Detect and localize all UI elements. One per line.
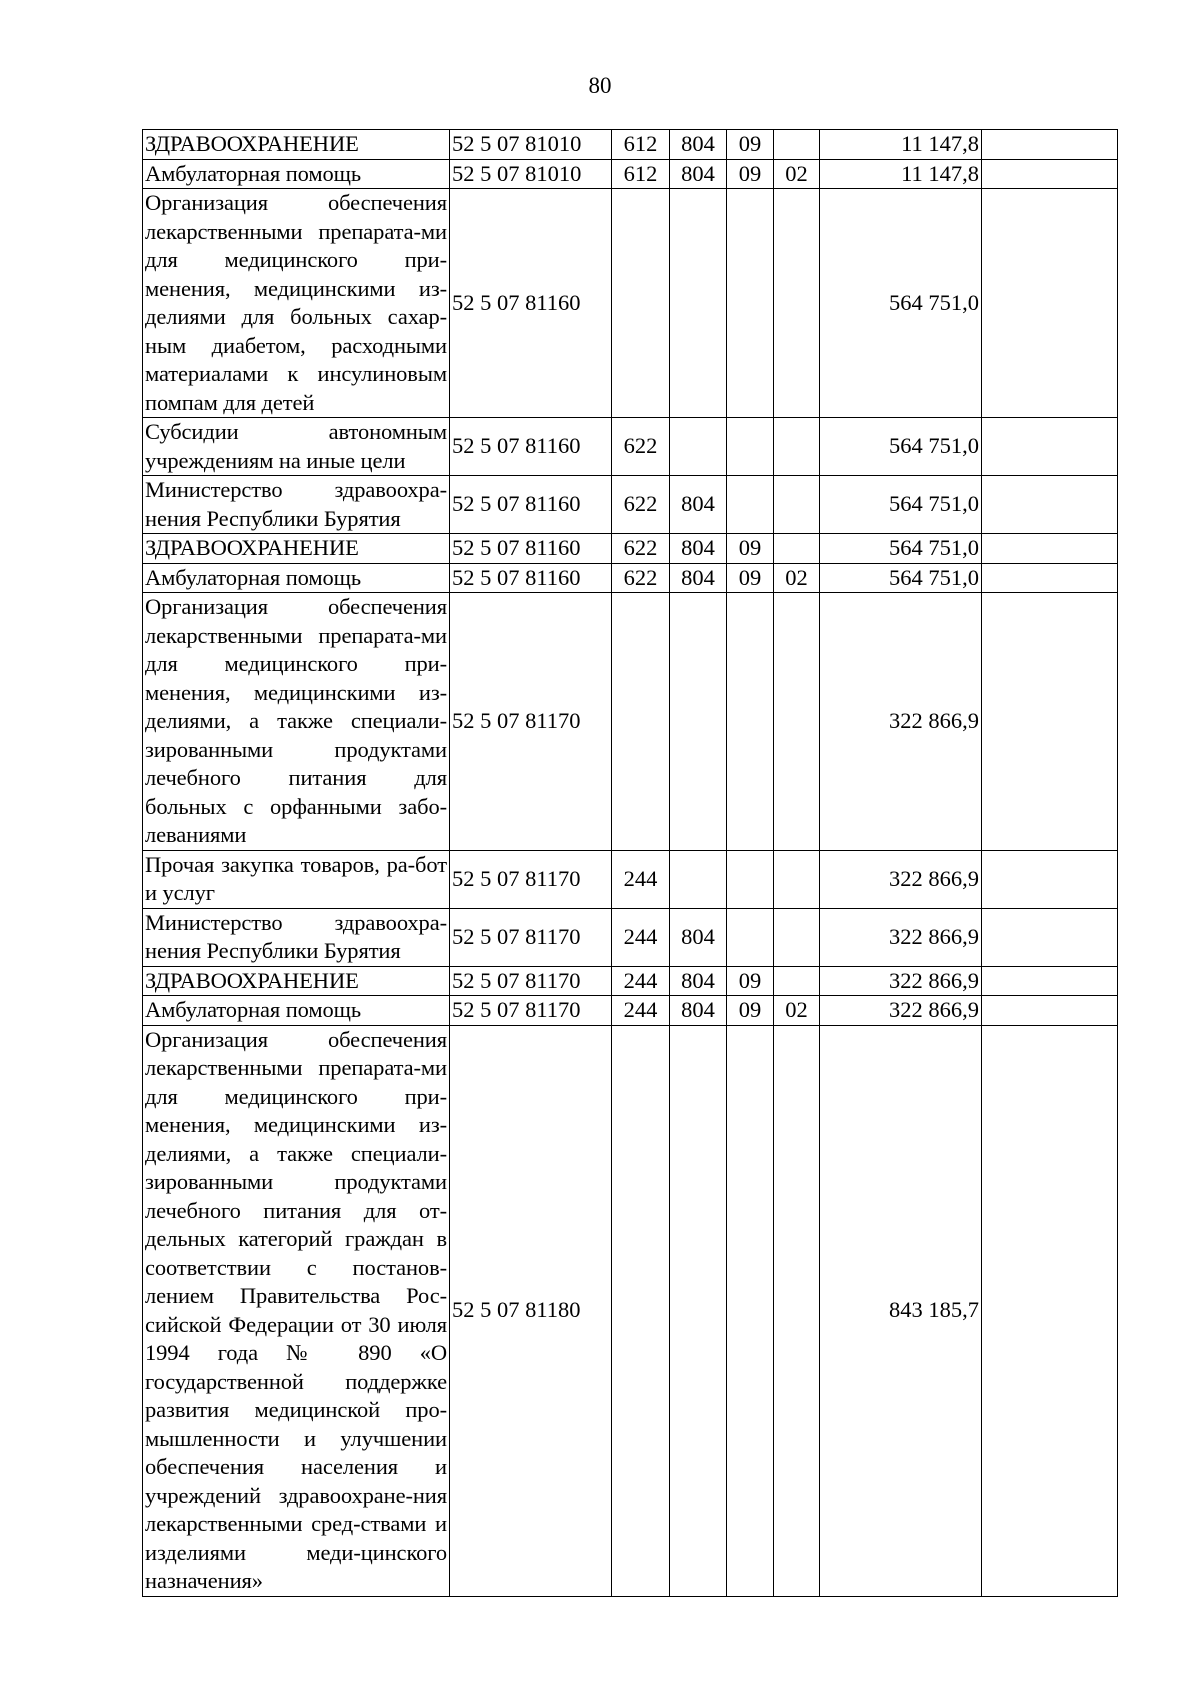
row-name-cell: Организация обеспечения лекарственными препарата-ми для медицинского при-менения, медицинскими из-делиями, а также специали-зированными продуктами лечебного питания для больных с орфанными забо-леваниями — [143, 593, 450, 851]
row-amount-cell: 11 147,8 — [820, 130, 982, 160]
row-name-cell: Амбулаторная помощь — [143, 996, 450, 1026]
row-name-cell: ЗДРАВООХРАНЕНИЕ — [143, 966, 450, 996]
row-rz-cell: 09 — [727, 563, 774, 593]
row-extra-cell — [982, 563, 1118, 593]
row-vr-cell — [612, 189, 670, 418]
table-row — [143, 418, 1118, 476]
row-code-cell: 52 5 07 81160 — [450, 418, 612, 476]
row-vr-cell: 622 — [612, 534, 670, 564]
row-code-cell: 52 5 07 81170 — [450, 593, 612, 851]
row-amount-cell: 11 147,8 — [820, 159, 982, 189]
table-row — [143, 189, 1118, 418]
row-amount-cell: 564 751,0 — [820, 189, 982, 418]
row-pr-cell: 02 — [774, 563, 820, 593]
row-name-cell: Субсидии автономным учреждениям на иные цели — [143, 418, 450, 476]
row-extra-cell — [982, 189, 1118, 418]
row-pr-cell — [774, 418, 820, 476]
row-pr-cell — [774, 850, 820, 908]
budget-table — [142, 129, 1118, 1597]
row-amount-cell: 843 185,7 — [820, 1025, 982, 1596]
row-name-cell: ЗДРАВООХРАНЕНИЕ — [143, 534, 450, 564]
row-extra-cell — [982, 534, 1118, 564]
row-pr-cell — [774, 130, 820, 160]
row-pr-cell: 02 — [774, 996, 820, 1026]
row-rz-cell — [727, 850, 774, 908]
row-name-cell: Прочая закупка товаров, ра-бот и услуг — [143, 850, 450, 908]
row-amount-cell: 322 866,9 — [820, 966, 982, 996]
row-grbs-cell: 804 — [670, 966, 727, 996]
row-amount-cell: 322 866,9 — [820, 593, 982, 851]
row-vr-cell: 244 — [612, 908, 670, 966]
table-body — [143, 130, 1118, 1597]
row-vr-cell: 622 — [612, 418, 670, 476]
table-row — [143, 593, 1118, 851]
row-pr-cell — [774, 908, 820, 966]
row-amount-cell: 322 866,9 — [820, 850, 982, 908]
row-pr-cell — [774, 534, 820, 564]
row-vr-cell: 244 — [612, 996, 670, 1026]
row-extra-cell — [982, 159, 1118, 189]
row-rz-cell: 09 — [727, 966, 774, 996]
row-amount-cell: 564 751,0 — [820, 476, 982, 534]
row-code-cell: 52 5 07 81170 — [450, 850, 612, 908]
row-code-cell: 52 5 07 81160 — [450, 534, 612, 564]
row-vr-cell: 612 — [612, 159, 670, 189]
row-rz-cell — [727, 908, 774, 966]
row-rz-cell — [727, 1025, 774, 1596]
row-grbs-cell: 804 — [670, 563, 727, 593]
row-vr-cell — [612, 1025, 670, 1596]
row-grbs-cell: 804 — [670, 476, 727, 534]
row-extra-cell — [982, 908, 1118, 966]
row-name-cell: Амбулаторная помощь — [143, 563, 450, 593]
row-extra-cell — [982, 593, 1118, 851]
row-code-cell: 52 5 07 81010 — [450, 130, 612, 160]
row-code-cell: 52 5 07 81160 — [450, 563, 612, 593]
row-grbs-cell — [670, 850, 727, 908]
table-row — [143, 534, 1118, 564]
row-extra-cell — [982, 966, 1118, 996]
table-row — [143, 159, 1118, 189]
row-name-cell: Организация обеспечения лекарственными препарата-ми для медицинского при-менения, медицинскими из-делиями, а также специали-зированными продуктами лечебного питания для от-дельных категорий граждан в соответствии с постанов-лением Правительства Рос-сийской Федерации от 30 июля 1994 года № 890 «О государственной поддержке развития медицинской про-мышленности и улучшении обеспечения населения и учреждений здравоохране-ния лекарственными сред-ствами и изделиями меди-цинского назначения» — [143, 1025, 450, 1596]
row-vr-cell: 612 — [612, 130, 670, 160]
table-row — [143, 850, 1118, 908]
row-name-cell: Организация обеспечения лекарственными препарата-ми для медицинского при-менения, медицинскими из-делиями для больных сахар-ным диабетом, расходными материалами к инсулиновым помпам для детей — [143, 189, 450, 418]
table-row — [143, 563, 1118, 593]
row-grbs-cell: 804 — [670, 534, 727, 564]
row-rz-cell — [727, 189, 774, 418]
row-amount-cell: 564 751,0 — [820, 418, 982, 476]
table-row — [143, 908, 1118, 966]
row-grbs-cell — [670, 189, 727, 418]
row-name-cell: ЗДРАВООХРАНЕНИЕ — [143, 130, 450, 160]
row-grbs-cell: 804 — [670, 159, 727, 189]
row-pr-cell: 02 — [774, 159, 820, 189]
row-name-cell: Министерство здравоохра-нения Республики Бурятия — [143, 908, 450, 966]
row-rz-cell: 09 — [727, 130, 774, 160]
row-pr-cell — [774, 966, 820, 996]
row-code-cell: 52 5 07 81170 — [450, 908, 612, 966]
row-rz-cell: 09 — [727, 996, 774, 1026]
table-row — [143, 1025, 1118, 1596]
row-amount-cell: 564 751,0 — [820, 534, 982, 564]
row-vr-cell: 622 — [612, 563, 670, 593]
row-rz-cell: 09 — [727, 534, 774, 564]
row-grbs-cell — [670, 1025, 727, 1596]
row-code-cell: 52 5 07 81170 — [450, 996, 612, 1026]
row-extra-cell — [982, 476, 1118, 534]
row-rz-cell — [727, 593, 774, 851]
row-amount-cell: 564 751,0 — [820, 563, 982, 593]
row-code-cell: 52 5 07 81170 — [450, 966, 612, 996]
row-extra-cell — [982, 418, 1118, 476]
page-number: 80 — [588, 73, 612, 98]
row-rz-cell — [727, 418, 774, 476]
row-vr-cell — [612, 593, 670, 851]
table-row — [143, 966, 1118, 996]
row-pr-cell — [774, 593, 820, 851]
table-row — [143, 996, 1118, 1026]
row-vr-cell: 622 — [612, 476, 670, 534]
row-extra-cell — [982, 1025, 1118, 1596]
row-extra-cell — [982, 130, 1118, 160]
row-code-cell: 52 5 07 81160 — [450, 476, 612, 534]
table-row — [143, 476, 1118, 534]
row-grbs-cell: 804 — [670, 908, 727, 966]
row-code-cell: 52 5 07 81160 — [450, 189, 612, 418]
row-vr-cell: 244 — [612, 966, 670, 996]
row-name-cell: Амбулаторная помощь — [143, 159, 450, 189]
row-grbs-cell — [670, 418, 727, 476]
row-code-cell: 52 5 07 81180 — [450, 1025, 612, 1596]
row-extra-cell — [982, 850, 1118, 908]
row-grbs-cell — [670, 593, 727, 851]
row-pr-cell — [774, 476, 820, 534]
row-rz-cell — [727, 476, 774, 534]
row-vr-cell: 244 — [612, 850, 670, 908]
row-pr-cell — [774, 189, 820, 418]
row-code-cell: 52 5 07 81010 — [450, 159, 612, 189]
row-name-cell: Министерство здравоохра-нения Республики Бурятия — [143, 476, 450, 534]
table-row — [143, 130, 1118, 160]
row-amount-cell: 322 866,9 — [820, 996, 982, 1026]
row-rz-cell: 09 — [727, 159, 774, 189]
row-amount-cell: 322 866,9 — [820, 908, 982, 966]
row-extra-cell — [982, 996, 1118, 1026]
row-grbs-cell: 804 — [670, 130, 727, 160]
row-grbs-cell: 804 — [670, 996, 727, 1026]
row-pr-cell — [774, 1025, 820, 1596]
